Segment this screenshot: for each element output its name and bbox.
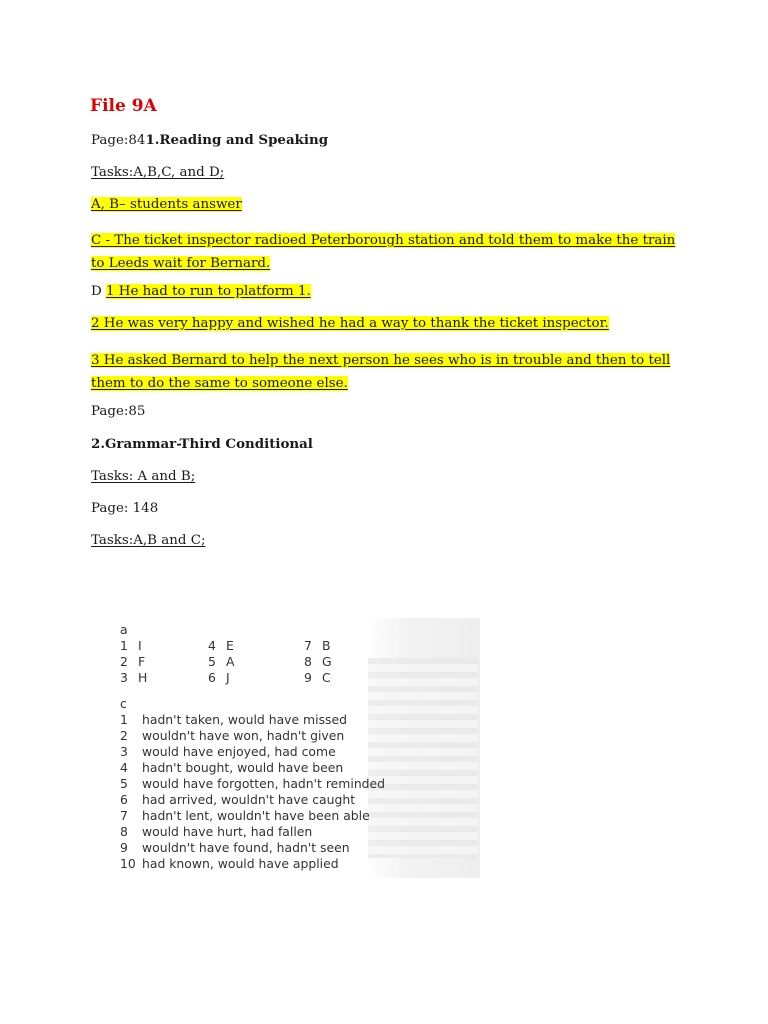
c-item: 10 had known, would have applied <box>120 856 339 871</box>
answer-ab: A, B– students answer <box>91 197 242 212</box>
a-item: 8 G <box>304 654 332 669</box>
c-item: 1 hadn't taken, would have missed <box>120 712 347 727</box>
answer-c: C - The ticket inspector radioed Peterborough station and told them to make the train to Leeds wait for Bernard. <box>91 233 676 271</box>
a-label: a <box>120 622 128 637</box>
page-label: Page:84 <box>91 133 146 148</box>
c-item: 4 hadn't bought, would have been <box>120 760 344 775</box>
answer-d1-line <box>91 284 311 300</box>
a-item: 9 C <box>304 670 331 685</box>
section-heading: 1.Reading and Speaking <box>145 132 329 148</box>
a-item: 2 F <box>120 654 146 669</box>
section2-tasks: Tasks: A and B; <box>91 469 196 484</box>
section2-tasks2: Tasks:A,B and C; <box>91 533 206 548</box>
a-item: 5 A <box>208 654 235 669</box>
c-item: 8 would have hurt, had fallen <box>120 824 313 839</box>
answer-d2-line <box>91 316 609 332</box>
section2-page: Page: 148 <box>91 501 159 516</box>
tasks-line <box>91 165 224 181</box>
c-item: 2 wouldn't have won, hadn't given <box>120 728 345 743</box>
c-item: 5 would have forgotten, hadn't reminded <box>120 776 386 791</box>
page85-line <box>91 404 145 420</box>
c-item: 9 wouldn't have found, hadn't seen <box>120 840 350 855</box>
section1-heading-line <box>91 132 328 149</box>
page85-label: Page:85 <box>91 404 146 419</box>
c-label: c <box>120 696 127 711</box>
c-item: 6 had arrived, wouldn't have caught <box>120 792 356 807</box>
file-title: File 9A <box>90 96 157 116</box>
tasks-text: Tasks:A,B,C, and D; <box>91 165 225 180</box>
answer-d2: 2 He was very happy and wished he had a way to thank the ticket inspector. <box>91 316 609 331</box>
c-item: 7 hadn't lent, wouldn't have been able <box>120 808 370 823</box>
answer-d3-line <box>91 349 681 395</box>
answer-key-image <box>100 618 480 878</box>
a-item: 4 E <box>208 638 234 653</box>
section2-heading: 2.Grammar-Third Conditional <box>91 436 313 452</box>
answer-ab-line <box>91 197 242 213</box>
answer-c-line <box>91 229 681 275</box>
section2-tasks-line <box>91 469 195 485</box>
faded-background-text <box>368 658 478 858</box>
a-item: 3 H <box>120 670 148 685</box>
answer-d1: 1 He had to run to platform 1. <box>106 284 311 299</box>
a-item: 6 J <box>208 670 230 685</box>
a-item: 7 B <box>304 638 331 653</box>
answer-d3: 3 He asked Bernard to help the next person he sees who is in trouble and then to tell them to do the same to someone else. <box>91 353 671 391</box>
answer-d-prefix: D <box>91 284 106 299</box>
section2-tasks2-line <box>91 533 205 549</box>
a-item: 1 I <box>120 638 142 653</box>
c-item: 3 would have enjoyed, had come <box>120 744 336 759</box>
